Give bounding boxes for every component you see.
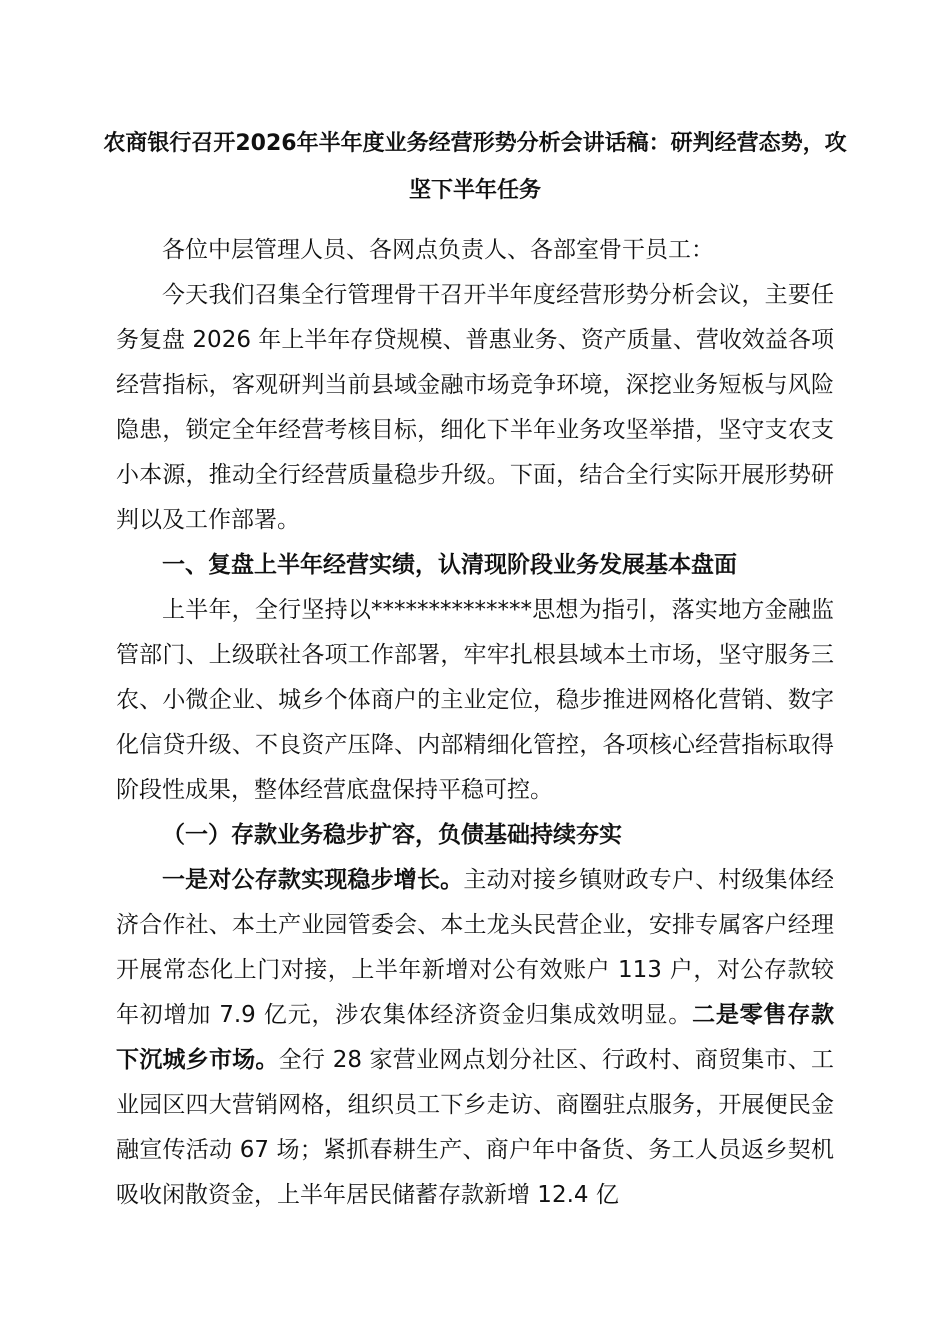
point2-lead: 二是零售存款下沉城乡市场。 [116,1002,835,1073]
point2-text: 全行 28 家营业网点划分社区、行政村、商贸集市、工业园区四大营销网格，组织员工下乡走访、商圈驻点服务，开展便民金融宣传活动 67 场；紧抓春耕生产、商户年中备货、务工人员返乡契机吸收闲散资金，上半年居民储蓄存款新增 12.4 亿 [116,1047,835,1208]
salutation: 各位中层管理人员、各网点负责人、各部室骨干员工： [162,237,714,263]
document-body [116,228,834,1218]
point1-lead: 一是对公存款实现稳步增长。 [162,867,464,893]
section-paragraph: 上半年，全行坚持以**************思想为指引，落实地方金融监管部门、上级联社各项工作部署，牢牢扎根县域本土市场，坚守服务三农、小微企业、城乡个体商户的主业定位，稳步推进网格化营销、数字化信贷升级、不良资产压降、内部精细化管控，各项核心经营指标取得阶段性成果，整体经营底盘保持平稳可控。 [116,597,834,803]
document-title: 农商银行召开2026年半年度业务经营形势分析会讲话稿：研判经营态势，攻坚下半年任务 [103,131,847,203]
intro-paragraph: 今天我们召集全行管理骨干召开半年度经营形势分析会议，主要任务复盘 2026 年上半年存贷规模、普惠业务、资产质量、营收效益各项经营指标，客观研判当前县域金融市场竞争环境，深挖业务短板与风险隐患，锁定全年经营考核目标，细化下半年业务攻坚举措，坚守支农支小本源，推动全行经营质量稳步升级。下面，结合全行实际开展形势研判以及工作部署。 [116,282,834,533]
subsection-heading: （一）存款业务稳步扩容，负债基础持续夯实 [162,822,622,848]
section-heading: 一、复盘上半年经营实绩，认清现阶段业务发展基本盘面 [162,552,737,578]
point1-text: 主动对接乡镇财政专户、村级集体经济合作社、本土产业园管委会、本土龙头民营企业，安排专属客户经理开展常态化上门对接，上半年新增对公有效账户 113 户，对公存款较年初增加 7.9 亿元，涉农集体经济资金归集成效明显。 [116,867,835,1028]
point-paragraph [116,858,834,1218]
